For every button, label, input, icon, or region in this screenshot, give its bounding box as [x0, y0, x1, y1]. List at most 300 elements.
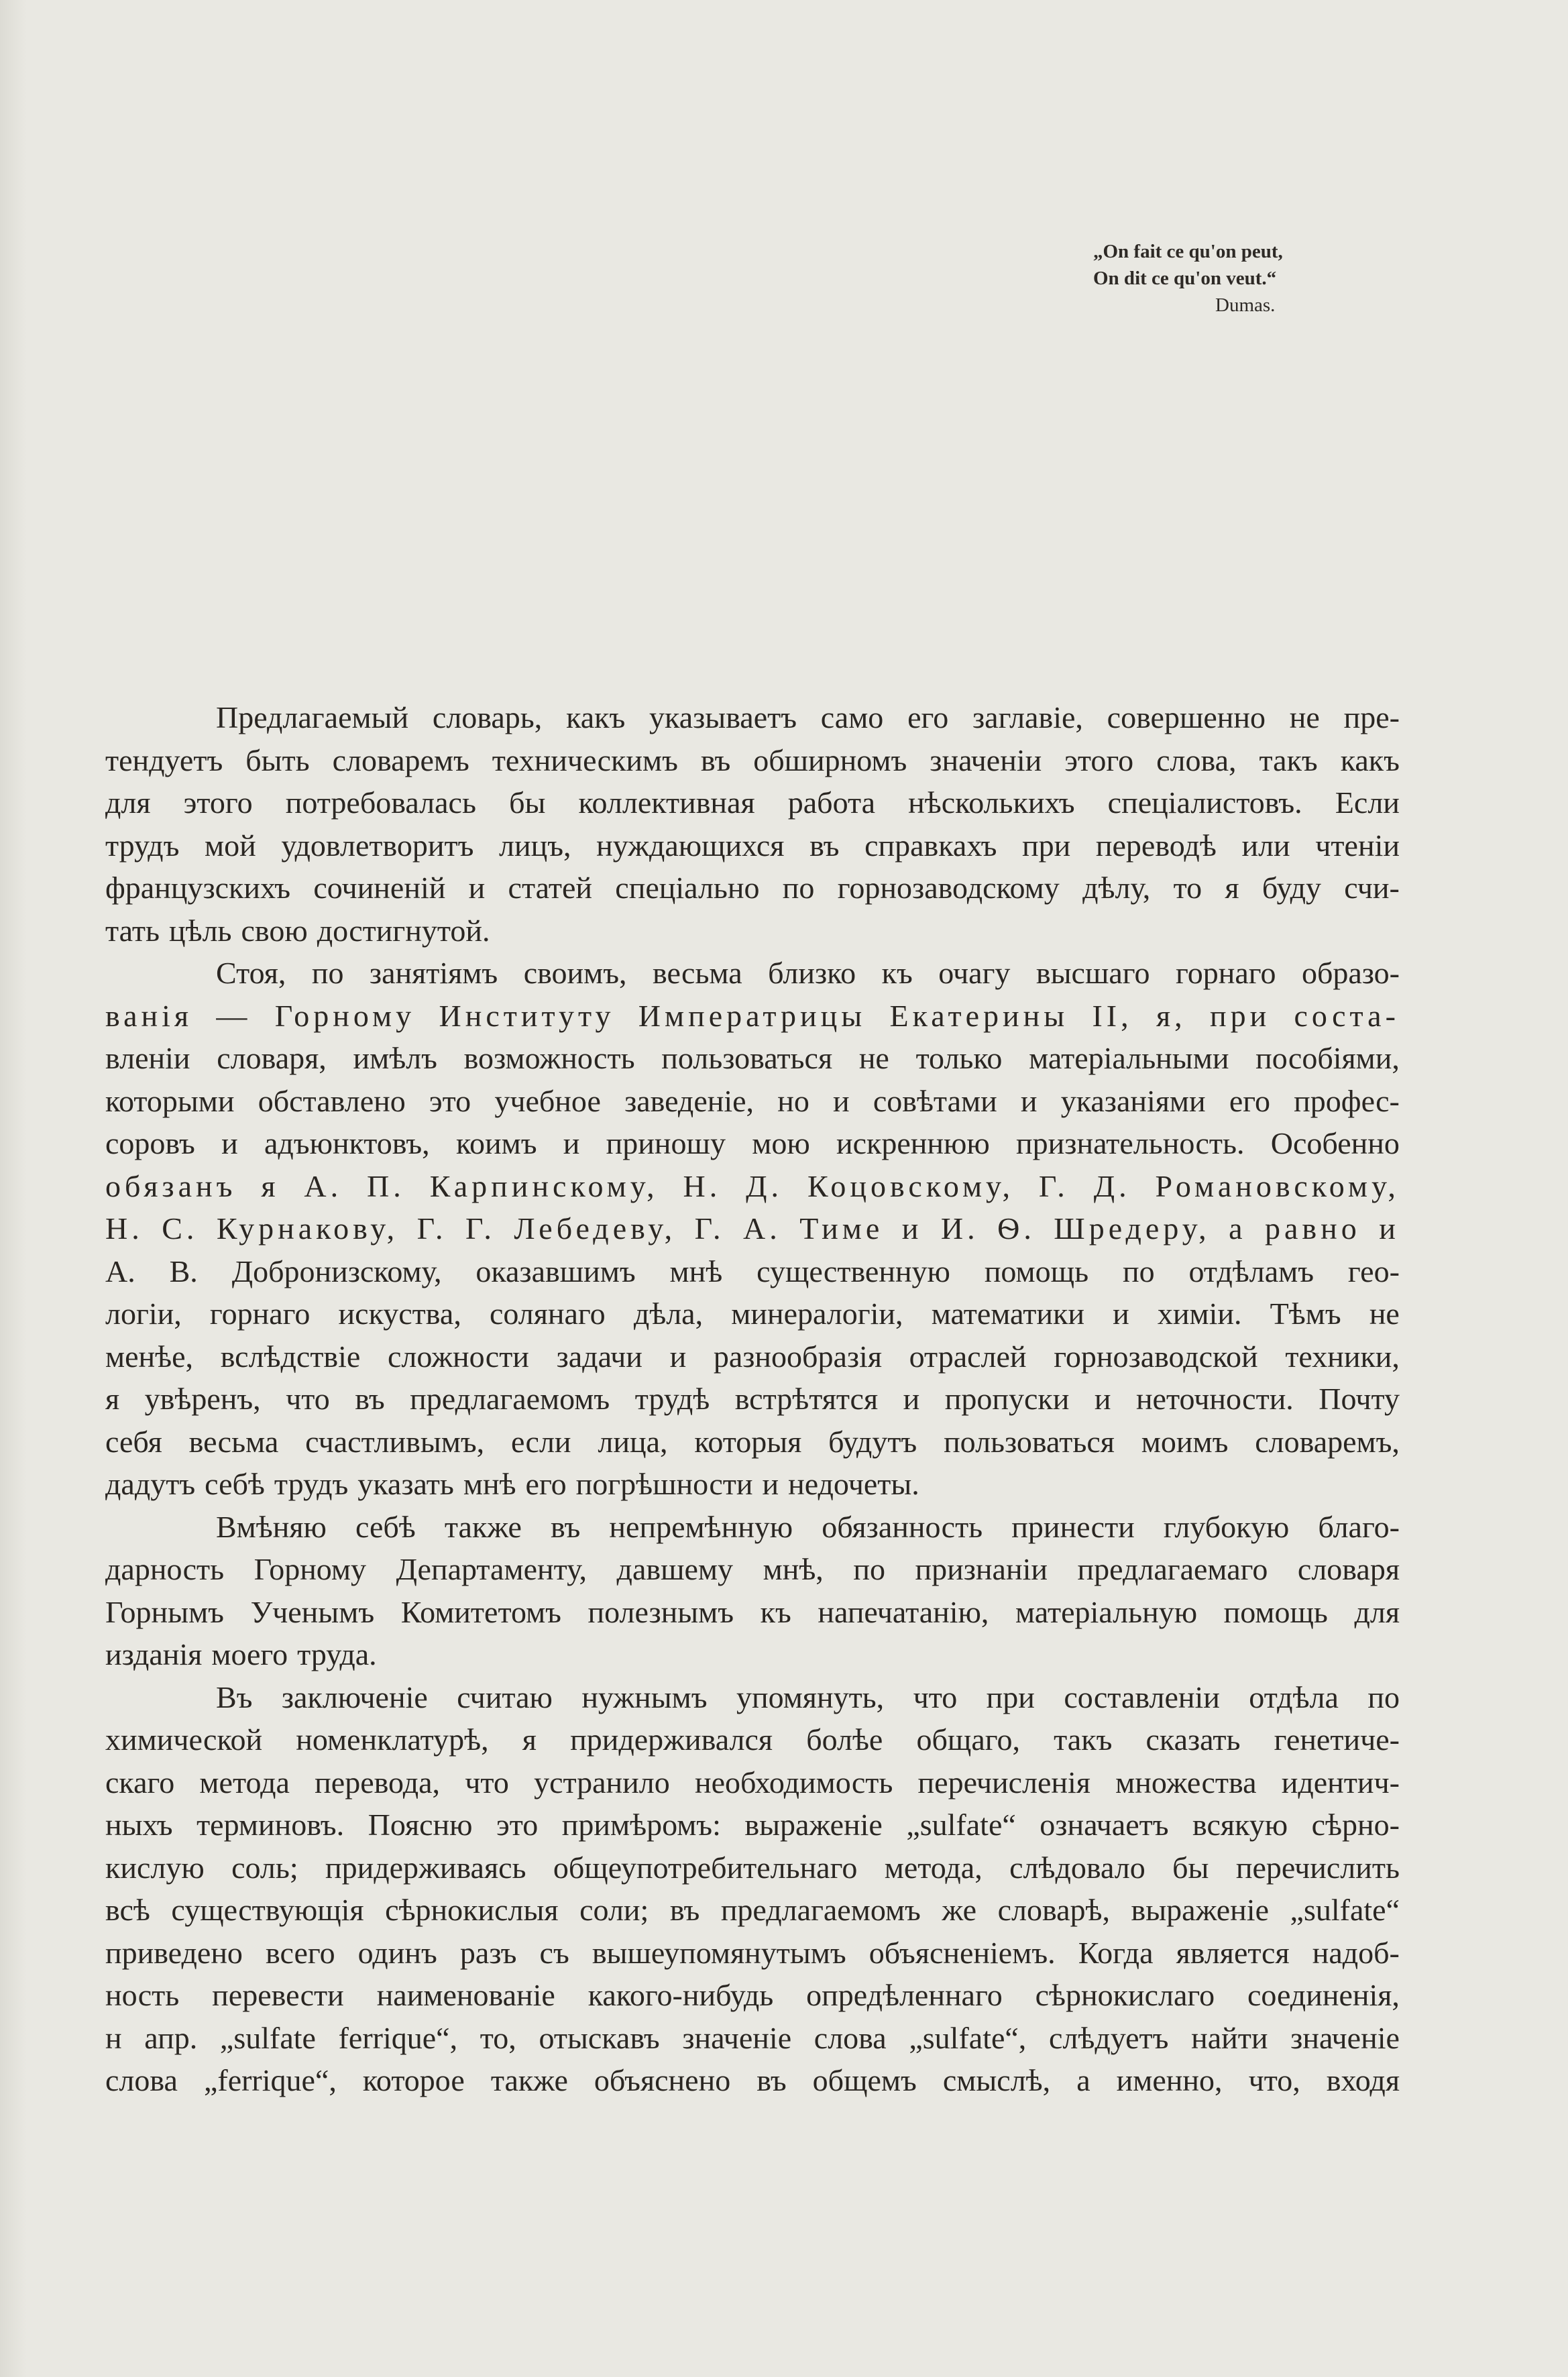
word: общемъ [812, 2063, 917, 2097]
word: соровъ [105, 1126, 195, 1160]
word: обширномъ [753, 742, 907, 777]
word: непремѣнную [609, 1509, 793, 1544]
word: задачи [556, 1339, 642, 1374]
word: Карпинскому, [429, 1168, 659, 1203]
word: сѣрнокислаго [1035, 1978, 1215, 2012]
word: въ [809, 828, 840, 863]
word: себѣ [205, 1467, 265, 1501]
word: коимъ [455, 1126, 537, 1160]
word: одинъ [357, 1935, 437, 1970]
word: сѣрно- [1311, 1808, 1400, 1842]
word: химіи. [1157, 1296, 1242, 1331]
text-line [105, 1250, 1400, 1293]
page-edge-shadow [0, 0, 27, 2377]
word: соединенія, [1247, 1978, 1400, 2012]
word: всего [266, 1935, 335, 1970]
word: словарь, [432, 700, 543, 734]
word: и [762, 1467, 779, 1501]
word: бы [509, 785, 546, 820]
word: моего [211, 1637, 288, 1671]
word: что [465, 1765, 509, 1800]
epigraph-line: On dit ce qu'on veut.“ [1093, 268, 1277, 289]
word: метода [199, 1765, 290, 1800]
text-line [105, 1633, 1400, 1676]
word: существенную [757, 1254, 950, 1288]
word: возможность [463, 1041, 635, 1075]
word: сказать [1145, 1722, 1241, 1757]
word: перевести [212, 1978, 344, 2012]
word: объясненіемъ. [869, 1935, 1056, 1970]
word: II, [1092, 998, 1133, 1033]
word: — [216, 998, 251, 1033]
word: заключеніе [281, 1679, 428, 1714]
word: надоб- [1312, 1935, 1400, 1970]
word: это [496, 1808, 539, 1842]
word: В. [169, 1254, 198, 1288]
word: искреннюю [836, 1126, 990, 1160]
word: Поясню [368, 1808, 473, 1842]
word: означаетъ [1040, 1808, 1169, 1842]
word: при [986, 1679, 1035, 1714]
word: А. [304, 1168, 343, 1203]
word: не [1369, 1296, 1400, 1331]
text-line [105, 1122, 1400, 1165]
word: придерживался [570, 1722, 773, 1757]
word: „ferrique“, [203, 2063, 337, 2097]
word: выраженіе [1131, 1893, 1269, 1927]
word: Курнакову, [216, 1211, 399, 1246]
text-line [105, 1207, 1400, 1250]
word: я [261, 1168, 280, 1203]
word: приношу [606, 1126, 726, 1160]
word: объяснено [594, 2063, 731, 2097]
word: помощь [984, 1254, 1089, 1288]
word: его [907, 700, 949, 734]
word: Если [1335, 785, 1400, 820]
word: минералогіи, [731, 1296, 903, 1331]
text-line [105, 1292, 1400, 1335]
word: потребовалась [285, 785, 476, 820]
word: профес- [1294, 1083, 1400, 1118]
word: по [311, 956, 344, 990]
word: слѣдуетъ [1048, 2020, 1169, 2055]
word: цѣль [168, 913, 232, 948]
word: само [820, 700, 884, 734]
word: вышеупомянутымъ [592, 1935, 846, 1970]
word: то [1173, 871, 1202, 905]
word: и [669, 1339, 687, 1374]
word: быть [245, 742, 310, 777]
word: близко [768, 956, 856, 990]
word: удовлетворитъ [281, 828, 474, 863]
word: составленіи [1064, 1679, 1220, 1714]
word: техники, [1285, 1339, 1400, 1374]
word: Г. [465, 1211, 496, 1246]
word: А. [105, 1254, 135, 1288]
word: матеріальную [1015, 1594, 1198, 1629]
text-line [105, 1165, 1400, 1208]
word: указываетъ [649, 700, 797, 734]
word: считаю [457, 1679, 553, 1714]
word: свою [241, 913, 308, 948]
word: „sulfate“ [906, 1808, 1016, 1842]
word: Добронизскому, [231, 1254, 442, 1288]
word: увѣренъ, [144, 1382, 261, 1416]
word: номенклатурѣ, [296, 1722, 489, 1757]
text-line [105, 867, 1400, 909]
word: отдѣла [1249, 1679, 1339, 1714]
word: предлагаемомъ [410, 1382, 610, 1416]
word: я, [1156, 998, 1186, 1033]
word: весьма [188, 1424, 279, 1459]
word: учебное [494, 1083, 601, 1118]
word: искуства, [338, 1296, 461, 1331]
word: мнѣ [669, 1254, 723, 1288]
word: мнѣ, [763, 1552, 824, 1586]
text-line [105, 1591, 1400, 1634]
word: солянаго [489, 1296, 606, 1331]
word: множества [1115, 1765, 1257, 1800]
word: въ [355, 1382, 385, 1416]
word: изданія [105, 1637, 203, 1671]
word: пропуски [944, 1382, 1070, 1416]
word: слова [814, 2020, 887, 2055]
word: Комитетомъ [400, 1594, 561, 1629]
word: Г. [694, 1211, 725, 1246]
word: встрѣтятся [734, 1382, 879, 1416]
word: по [853, 1552, 885, 1586]
word: химической [105, 1722, 263, 1757]
word: смыслѣ, [942, 2063, 1051, 2097]
word: Предлагаемый [216, 700, 409, 734]
word: Г. [1038, 1168, 1069, 1203]
word: совершенно [1107, 700, 1266, 734]
word: образо- [1301, 956, 1400, 990]
word: и [1113, 1296, 1129, 1331]
word: С. [162, 1211, 199, 1246]
word: нужнымъ [581, 1679, 708, 1714]
word: моимъ [1141, 1424, 1229, 1459]
text-line [105, 2017, 1400, 2060]
word: имѣлъ [353, 1041, 437, 1075]
word: горнаго [1175, 956, 1276, 990]
word: найти [1191, 2020, 1268, 2055]
text-line [216, 1506, 1400, 1549]
word: также [444, 1509, 522, 1544]
word: къ [881, 956, 913, 990]
text-line [216, 696, 1400, 739]
text-line [105, 1080, 1400, 1123]
word: перечисленія [917, 1765, 1090, 1800]
word: Институту [439, 998, 615, 1033]
word: себя [105, 1424, 162, 1459]
word: словаря [1297, 1552, 1400, 1586]
word: принести [1011, 1509, 1135, 1544]
word: отраслей [909, 1339, 1027, 1374]
word: занятіямъ [369, 956, 498, 990]
word: значеніе [1290, 2020, 1400, 2055]
word: заведеніе, [624, 1083, 754, 1118]
word: входя [1326, 2063, 1400, 2097]
word: генетиче- [1274, 1722, 1400, 1757]
word: Н. [105, 1211, 144, 1246]
word: тендуетъ [105, 742, 223, 777]
word: спеціалистовъ. [1107, 785, 1302, 820]
word: Горному [254, 1552, 367, 1586]
word: общеупотребительнаго [553, 1850, 858, 1885]
text-line [105, 909, 1400, 952]
word: Горнымъ [105, 1594, 224, 1629]
word: сѣрнокислыя [385, 1893, 559, 1927]
word: Ученымъ [250, 1594, 375, 1629]
word: горнаго [209, 1296, 311, 1331]
word: Екатерины [889, 998, 1069, 1033]
word: трудѣ [634, 1382, 710, 1416]
word: переводѣ [1095, 828, 1217, 863]
word: работа [787, 785, 876, 820]
word: ferrique“, [338, 2020, 458, 2055]
word: и [903, 1382, 920, 1416]
word: своимъ, [523, 956, 627, 990]
word: перечислить [1235, 1850, 1400, 1885]
word: является [1176, 1935, 1290, 1970]
word: Н. [683, 1168, 722, 1203]
word: всякую [1192, 1808, 1288, 1842]
word: Императрицы [638, 998, 866, 1033]
word: равно [1264, 1211, 1361, 1246]
text-line [105, 995, 1400, 1038]
word: Г. [416, 1211, 447, 1246]
paragraph [105, 1676, 1400, 2102]
word: въ [757, 2063, 787, 2097]
word: П. [367, 1168, 405, 1203]
word: труда. [297, 1637, 377, 1671]
word: И. [940, 1211, 979, 1246]
word: же [942, 1893, 977, 1927]
word: апр. [144, 2020, 198, 2055]
word: перевода, [315, 1765, 441, 1800]
word: заглавіе, [972, 700, 1083, 734]
word: спеціально [615, 871, 760, 905]
word: вленіи [105, 1041, 190, 1075]
word: а [1229, 1211, 1247, 1246]
word: для [1354, 1594, 1400, 1629]
word: лица, [598, 1424, 668, 1459]
word: Лебедеву, [514, 1211, 677, 1246]
word: опредѣленнаго [806, 1978, 1003, 2012]
word: соста- [1294, 998, 1400, 1033]
word: скаго [105, 1765, 175, 1800]
word: статей [508, 871, 592, 905]
word: и [901, 1211, 923, 1246]
word: въ [700, 742, 731, 777]
word: что [913, 1679, 958, 1714]
word: справкахъ [864, 828, 997, 863]
word: неточности. [1135, 1382, 1294, 1416]
word: трудъ [274, 1467, 349, 1501]
word: словаремъ [332, 742, 469, 777]
word: а [1076, 2063, 1090, 2097]
text-line [105, 781, 1400, 824]
word: упомянуть, [736, 1679, 885, 1714]
word: слова [105, 2063, 178, 2097]
word: Тѣмъ [1270, 1296, 1341, 1331]
word: мою [752, 1126, 810, 1160]
word: „sulfate“, [909, 2020, 1027, 2055]
text-line [105, 1761, 1400, 1804]
word: Департаменту, [396, 1552, 587, 1586]
word: общаго, [916, 1722, 1020, 1757]
word: признаніи [915, 1552, 1048, 1586]
word: наименованіе [376, 1978, 555, 2012]
word: Горному [274, 998, 416, 1033]
word: недочеты. [788, 1467, 919, 1501]
word: не [858, 1041, 889, 1075]
word: менѣе, [105, 1339, 194, 1374]
word: Вмѣняю [216, 1509, 327, 1544]
word: Коцовскому, [807, 1168, 1014, 1203]
word: какъ [1340, 742, 1400, 777]
word: этого [183, 785, 253, 820]
text-line [105, 1378, 1400, 1421]
word: погрѣшности [575, 1467, 753, 1501]
word: идентич- [1281, 1765, 1400, 1800]
word: или [1241, 828, 1290, 863]
word: также [490, 2063, 568, 2097]
word: предлагаемаго [1077, 1552, 1268, 1586]
word: для [105, 785, 151, 820]
word: только [915, 1041, 1003, 1075]
word: трудъ [105, 828, 180, 863]
word: напечатанію, [818, 1594, 989, 1629]
word: но [777, 1083, 809, 1118]
word: и [1379, 1211, 1400, 1246]
word: обязанъ [105, 1168, 237, 1203]
word: словарѣ, [997, 1893, 1110, 1927]
word: Въ [216, 1679, 253, 1714]
word: отыскавъ [539, 2020, 660, 2055]
word: давшему [616, 1552, 734, 1586]
word: въ [669, 1893, 700, 1927]
word: весьма [653, 956, 742, 990]
word: коллективная [578, 785, 755, 820]
word: дѣлу, [1082, 871, 1151, 905]
epigraph [1093, 238, 1355, 319]
word: что [286, 1382, 330, 1416]
word: совѣтами [873, 1083, 997, 1118]
word: соли; [579, 1893, 649, 1927]
word: Романовскому, [1155, 1168, 1400, 1203]
word: необходимость [694, 1765, 893, 1800]
word: пользоваться [944, 1424, 1115, 1459]
word: полезнымъ [587, 1594, 734, 1629]
word: мой [205, 828, 256, 863]
word: метода, [884, 1850, 983, 1885]
word: такъ [1259, 742, 1318, 777]
word: высшаго [1035, 956, 1150, 990]
word: слѣдовало [1009, 1850, 1145, 1885]
word: тать [105, 913, 160, 948]
word: какъ [566, 700, 626, 734]
word: адъюнктовъ, [264, 1126, 430, 1160]
word: словаремъ, [1255, 1424, 1400, 1459]
word: пособіями, [1255, 1041, 1400, 1075]
word: я [1225, 871, 1239, 905]
word: горнозаводской [1054, 1339, 1258, 1374]
word: предлагаемомъ [720, 1893, 921, 1927]
word: будутъ [828, 1424, 917, 1459]
word: значеніе [682, 2020, 792, 2055]
word: придерживаясь [325, 1850, 526, 1885]
word: Ѳ. [997, 1211, 1035, 1246]
word: А. [743, 1211, 781, 1246]
text-line [105, 1335, 1400, 1378]
word: нуждающихся [596, 828, 785, 863]
text-line [105, 1889, 1400, 1932]
word: это [429, 1083, 471, 1118]
word: лицъ, [499, 828, 571, 863]
word: я [522, 1722, 537, 1757]
word: болѣе [806, 1722, 883, 1757]
word: счастливымъ, [305, 1424, 485, 1459]
word: и [563, 1126, 580, 1160]
word: „sulfate [219, 2020, 316, 2055]
word: ныхъ [105, 1808, 173, 1842]
word: ванія [105, 998, 193, 1033]
word: къ [760, 1594, 791, 1629]
preface-body [105, 696, 1400, 2102]
word: обязанность [822, 1509, 983, 1544]
word: сложности [388, 1339, 529, 1374]
word: какого-нибудь [587, 1978, 774, 2012]
word: разъ [459, 1935, 517, 1970]
word: логіи, [105, 1296, 182, 1331]
word: устранило [534, 1765, 670, 1800]
word: достигнутой. [317, 913, 490, 948]
word: которыя [694, 1424, 802, 1459]
word: по [1367, 1679, 1400, 1714]
word: всѣ [105, 1893, 150, 1927]
word: буду [1262, 871, 1321, 905]
word: указать [357, 1467, 454, 1501]
word: дадутъ [105, 1467, 196, 1501]
word: такъ [1054, 1722, 1113, 1757]
word: себѣ [355, 1509, 416, 1544]
word: выраженіе [744, 1808, 883, 1842]
word: техническимъ [492, 742, 678, 777]
word: приведено [105, 1935, 243, 1970]
word: пользоваться [661, 1041, 833, 1075]
word: примѣромъ: [561, 1808, 721, 1842]
word: которое [362, 2063, 465, 2097]
word: я [105, 1382, 120, 1416]
word: счи- [1344, 871, 1400, 905]
word: гео- [1347, 1254, 1400, 1288]
word: „sulfate“ [1290, 1893, 1400, 1927]
word: обставлено [258, 1083, 406, 1118]
word: Почту [1319, 1382, 1400, 1416]
word: и [221, 1126, 238, 1160]
text-line [105, 1804, 1400, 1846]
text-line [105, 1548, 1400, 1591]
word: чтеніи [1315, 828, 1400, 863]
word: его [525, 1467, 567, 1501]
word: отдѣламъ [1188, 1254, 1314, 1288]
text-line [105, 1932, 1400, 1975]
text-line [105, 1421, 1400, 1463]
word: по [782, 871, 815, 905]
text-line [216, 952, 1400, 995]
